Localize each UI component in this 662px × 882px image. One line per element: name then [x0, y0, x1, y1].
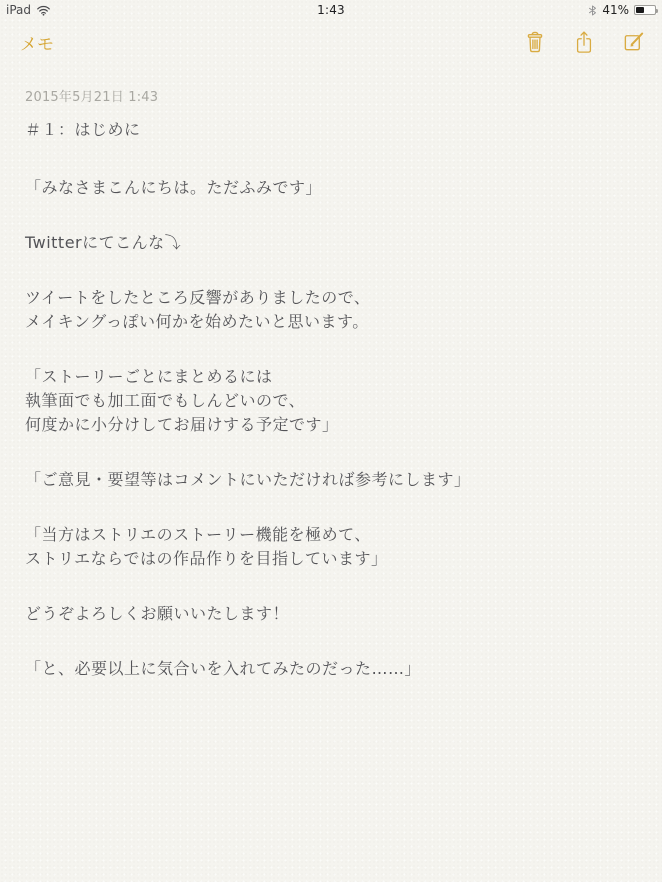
- status-bar: [0, 0, 662, 20]
- note-line: 執筆面でも加工面でもしんどいので、: [25, 391, 306, 410]
- carrier-label: iPad: [6, 3, 32, 17]
- note-line: ストリエならではの作品作りを目指しています」: [25, 549, 388, 568]
- note-content: [25, 118, 632, 681]
- compose-note-button[interactable]: [622, 30, 646, 54]
- note-line: ＃１：はじめに: [25, 120, 141, 139]
- notes-back-button[interactable]: メモ: [18, 26, 56, 59]
- delete-note-button[interactable]: [524, 30, 546, 54]
- battery-fill: [636, 7, 644, 13]
- share-note-button[interactable]: [573, 29, 595, 55]
- status-left: [6, 3, 317, 17]
- wifi-icon: [36, 5, 51, 16]
- note-line: 「当方はストリエのストーリー機能を極めて、: [25, 525, 371, 544]
- battery-nub: [656, 9, 658, 13]
- note-editor[interactable]: [0, 64, 662, 882]
- note-line: 「ストーリーごとにまとめるには: [25, 367, 273, 386]
- note-line: ツイートをしたところ反響がありましたので、: [25, 288, 371, 307]
- note-paragraph: [25, 118, 632, 142]
- note-paragraph: [25, 657, 632, 681]
- clock-label: 1:43: [317, 3, 345, 17]
- nav-actions: [524, 29, 646, 55]
- note-paragraph: [25, 523, 632, 571]
- note-paragraph: [25, 231, 632, 255]
- note-line: 「みなさまこんにちは。ただふみです」: [25, 178, 323, 197]
- compose-icon: [622, 30, 646, 54]
- note-paragraph: [25, 602, 632, 626]
- note-paragraph: [25, 176, 632, 200]
- battery-icon: [634, 5, 656, 15]
- note-paragraph: [25, 468, 632, 492]
- note-paragraph: [25, 286, 632, 334]
- note-line: Twitterにてこんな⤵: [25, 233, 182, 252]
- nav-bar: [0, 20, 662, 64]
- note-line: 「ご意見・要望等はコメントにいただければ参考にします」: [25, 470, 471, 489]
- share-icon: [573, 29, 595, 55]
- note-line: メイキングっぽい何かを始めたいと思います。: [25, 312, 369, 331]
- bluetooth-icon: [588, 4, 597, 17]
- status-right: [345, 3, 656, 17]
- note-line: 何度かに小分けしてお届けする予定です」: [25, 415, 339, 434]
- note-paragraph: [25, 365, 632, 437]
- note-line: どうぞよろしくお願いいたします！: [25, 604, 290, 623]
- note-date: 2015年5月21日 1:43: [25, 90, 159, 105]
- note-line: 「と、必要以上に気合いを入れてみたのだった……」: [25, 659, 422, 678]
- trash-icon: [524, 30, 546, 54]
- battery-percent-label: 41%: [602, 3, 629, 17]
